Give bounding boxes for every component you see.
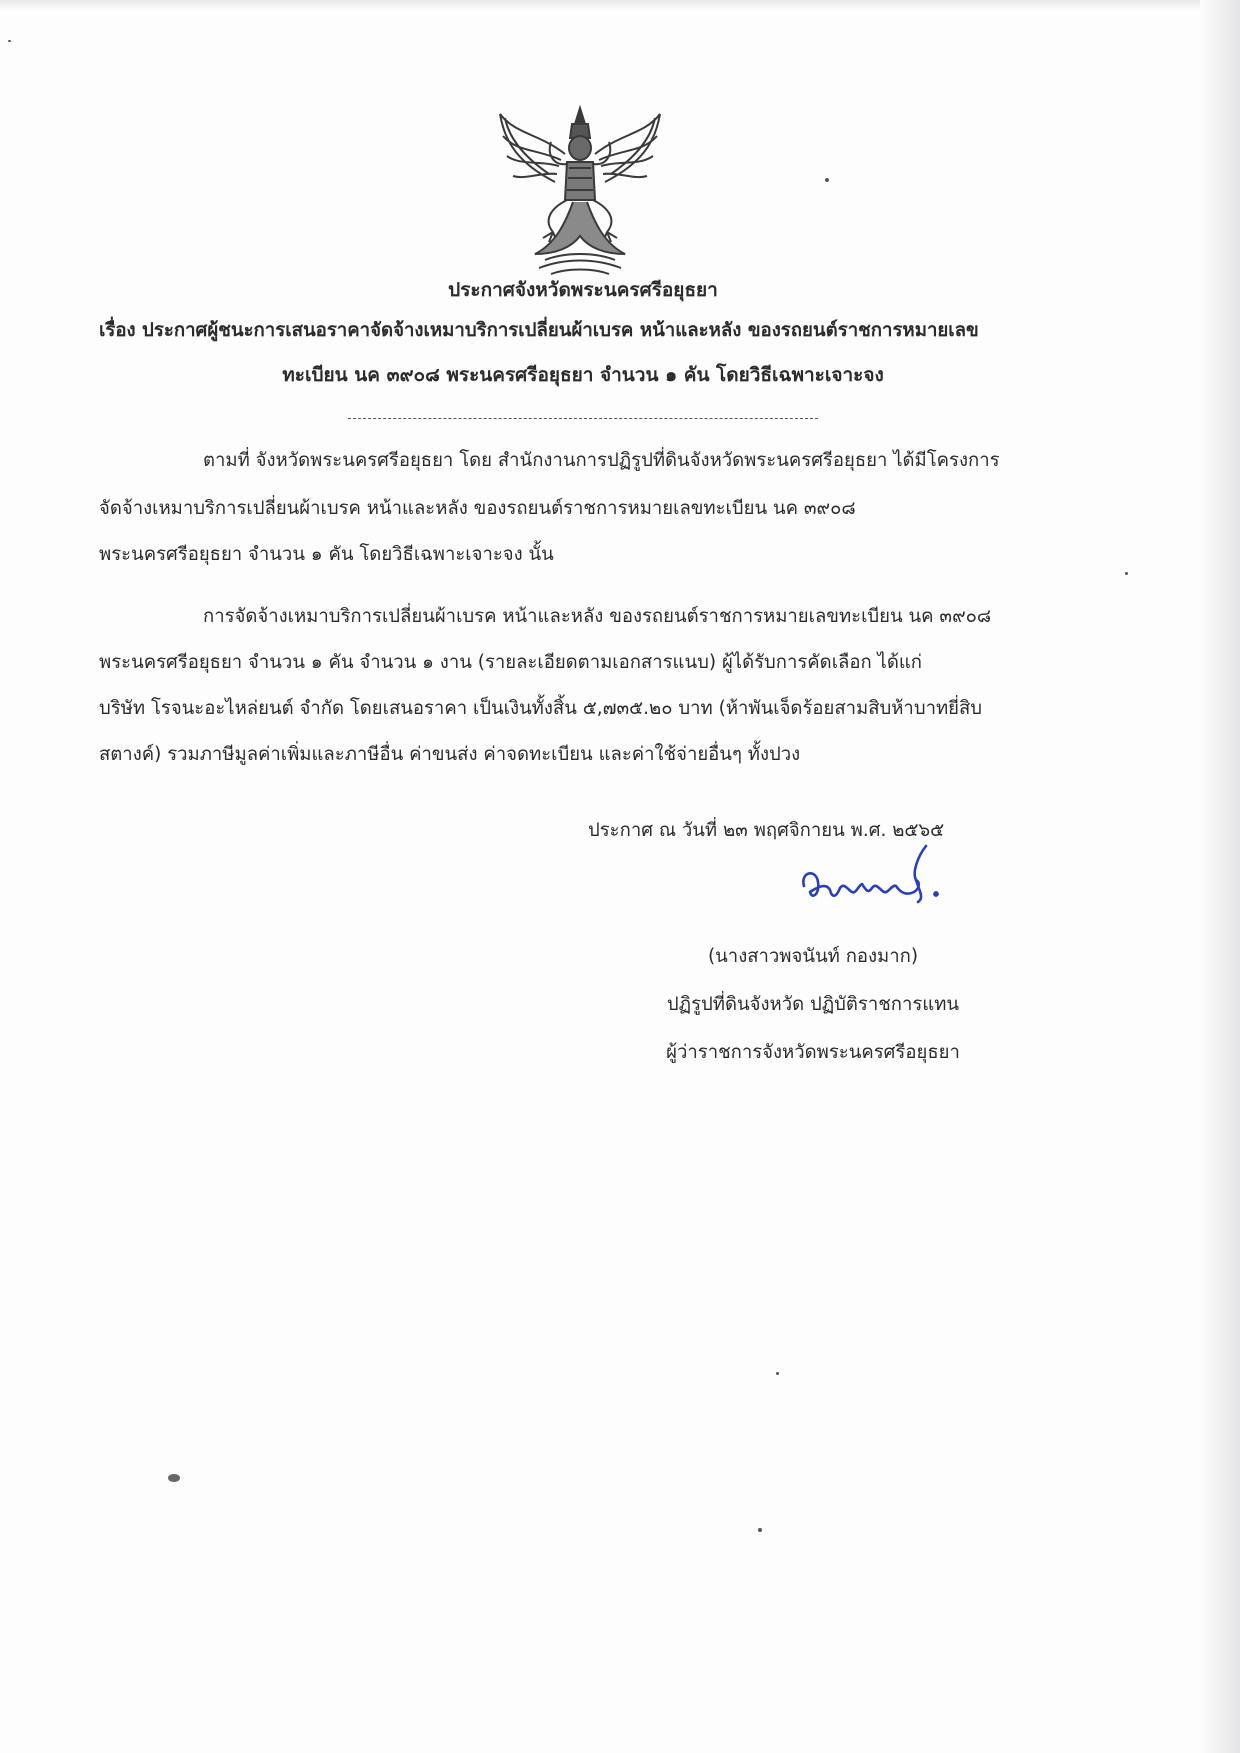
scan-edge-top — [0, 0, 1240, 10]
garuda-emblem-icon — [495, 104, 665, 280]
paragraph-2-line-4: สตางค์) รวมภาษีมูลค่าเพิ่มและภาษีอื่น ค่าขนส่ง ค่าจดทะเบียน และค่าใช้จ่ายอื่นๆ ทั้งปวง — [99, 744, 801, 765]
paragraph-2-line-1: การจัดจ้างเหมาบริการเปลี่ยนผ้าเบรค หน้าและหลัง ของรถยนต์ราชการหมายเลขทะเบียน นค ๓๙๐๘ — [203, 606, 992, 627]
scan-speck — [758, 1528, 762, 1532]
scan-speck — [825, 178, 829, 182]
announcement-date: ประกาศ ณ วันที่ ๒๓ พฤศจิกายน พ.ศ. ๒๕๖๕ — [588, 820, 945, 841]
scan-speck — [776, 1372, 779, 1375]
scan-speck — [168, 1474, 180, 1482]
scan-edge-right — [1200, 0, 1240, 1753]
signatory-position-line-1: ปฏิรูปที่ดินจังหวัด ปฏิบัติราชการแทน — [666, 994, 960, 1015]
handwritten-signature — [796, 842, 961, 914]
paragraph-1-line-3: พระนครศรีอยุธยา จำนวน ๑ คัน โดยวิธีเฉพาะเจาะจง นั้น — [99, 544, 554, 565]
scan-speck — [1125, 572, 1128, 575]
announcement-subject-line-2: ทะเบียน นค ๓๙๐๘ พระนครศรีอยุธยา จำนวน ๑ คัน โดยวิธีเฉพาะเจาะจง — [282, 364, 884, 386]
paragraph-2-line-2: พระนครศรีอยุธยา จำนวน ๑ คัน จำนวน ๑ งาน (รายละเอียดตามเอกสารแนบ) ผู้ได้รับการคัดเลือก ได้แก่ — [99, 652, 922, 673]
signatory-position-line-2: ผู้ว่าราชการจังหวัดพระนครศรีอยุธยา — [666, 1042, 960, 1063]
paragraph-1-line-1: ตามที่ จังหวัดพระนครศรีอยุธยา โดย สำนักงานการปฏิรูปที่ดินจังหวัดพระนครศรีอยุธยา ได้มีโครงการ — [203, 450, 1000, 471]
scan-speck — [8, 40, 11, 42]
paragraph-2-line-3: บริษัท โรจนะอะไหล่ยนต์ จำกัด โดยเสนอราคา เป็นเงินทั้งสิ้น ๕,๗๓๕.๒๐ บาท (ห้าพันเจ็ดร้อยสามสิบห้าบาทยี่สิบ — [99, 698, 983, 719]
heading-divider — [348, 418, 818, 419]
paragraph-1-line-2: จัดจ้างเหมาบริการเปลี่ยนผ้าเบรค หน้าและหลัง ของรถยนต์ราชการหมายเลขทะเบียน นค ๓๙๐๘ — [99, 498, 856, 519]
announcement-subject-line-1: เรื่อง ประกาศผู้ชนะการเสนอราคาจัดจ้างเหมาบริการเปลี่ยนผ้าเบรค หน้าและหลัง ของรถยนต์ราชการหมายเลข — [99, 320, 979, 341]
announcement-title: ประกาศจังหวัดพระนครศรีอยุธยา — [448, 279, 718, 301]
signatory-name: (นางสาวพจนันท์ กองมาก) — [707, 946, 919, 967]
